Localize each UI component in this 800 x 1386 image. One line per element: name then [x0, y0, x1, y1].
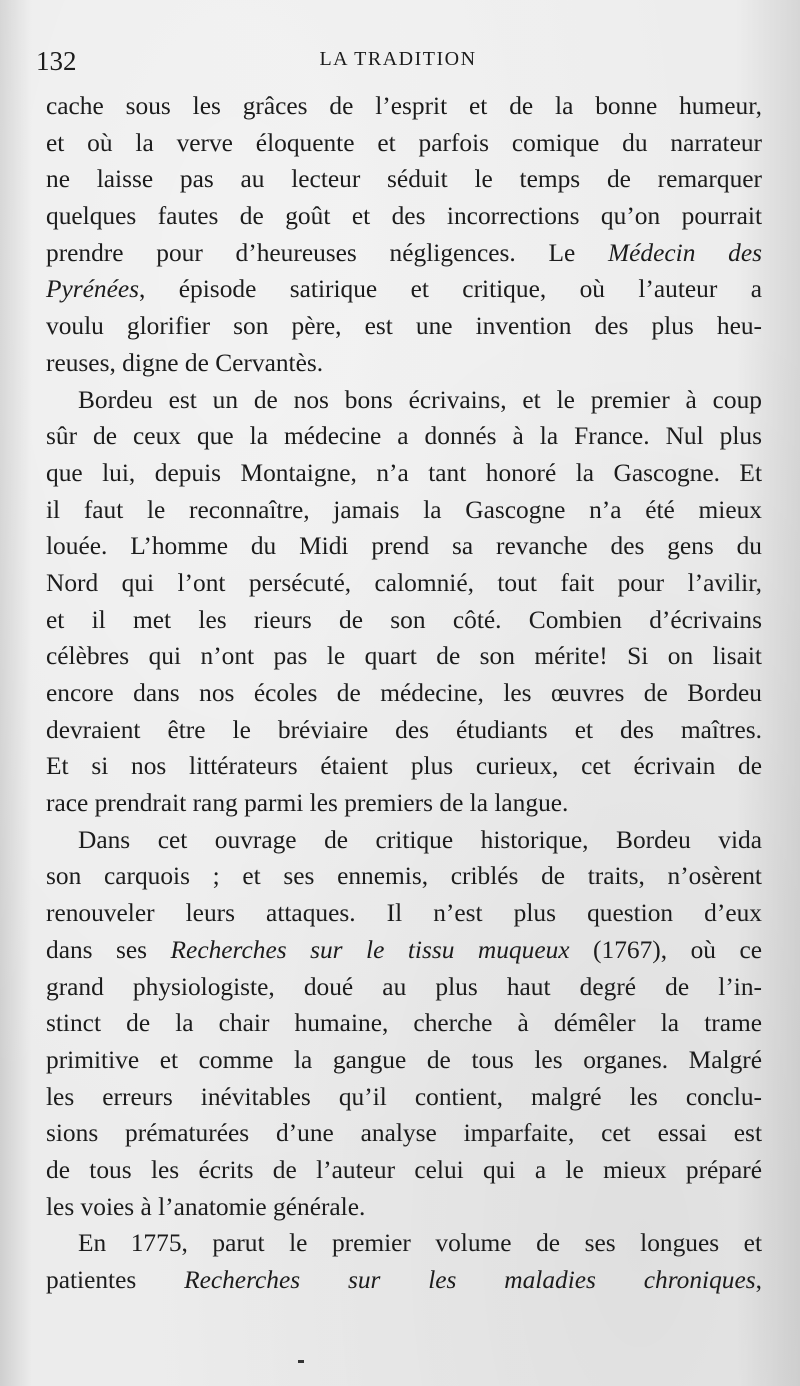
text-segment: grand physiologiste, doué au plus haut degré de l’in-: [46, 972, 762, 1001]
text-segment: encore dans nos écoles de médecine, les œuvres de Bordeu: [46, 679, 762, 707]
body-text: [46, 88, 762, 1299]
text-segment: que lui, depuis Montaigne, n’a tant honoré la Gascogne. Et: [46, 458, 762, 487]
text-segment: devraient être le bréviaire des étudiants et des maîtres.: [46, 715, 762, 744]
text-line: [46, 345, 762, 382]
text-line: [46, 932, 762, 969]
text-segment: et il met les rieurs de son côté. Combien d’écrivains: [46, 605, 762, 634]
text-line: [46, 858, 762, 895]
text-segment: En 1775, parut le premier volume de ses longues et: [78, 1229, 762, 1258]
text-segment: patientes: [46, 1266, 185, 1294]
italic-title-segment: Médecin des: [608, 238, 762, 267]
italic-title-segment: Pyrénées: [46, 275, 140, 304]
text-segment: race prendrait rang parmi les premiers de la langue.: [46, 789, 569, 818]
text-line: [46, 748, 762, 785]
text-line: [46, 1225, 762, 1262]
text-line: [46, 675, 762, 712]
text-line: [46, 1079, 762, 1116]
text-line: [46, 235, 762, 272]
text-segment: cache sous les grâces de l’esprit et de la bonne humeur,: [46, 92, 762, 120]
text-line: [46, 602, 762, 639]
text-segment: les erreurs inévitables qu’il contient, malgré les conclu-: [46, 1082, 762, 1111]
text-line: [46, 1042, 762, 1079]
italic-title-segment: Recherches sur les maladies chroniques: [184, 1266, 756, 1294]
page-number: 132: [36, 46, 77, 76]
text-segment: louée. L’homme du Midi prend sa revanche des gens du: [46, 532, 762, 561]
text-segment: célèbres qui n’ont pas le quart de son mérite! Si on lisait: [46, 642, 762, 671]
text-segment: Dans cet ouvrage de critique historique, Bordeu vida: [78, 825, 762, 854]
text-line: [46, 492, 762, 529]
text-segment: voulu glorifier son père, est une invention des plus heu-: [46, 312, 762, 341]
text-line: [46, 198, 762, 235]
text-line: [46, 1115, 762, 1152]
text-segment: les voies à l’anatomie générale.: [46, 1192, 366, 1221]
text-line: [46, 969, 762, 1006]
italic-title-segment: Recherches sur le tissu muqueux: [170, 935, 570, 964]
text-segment: dans ses: [46, 935, 171, 964]
text-line: [46, 125, 762, 162]
running-head: [36, 38, 760, 78]
text-segment: de tous les écrits de l’auteur celui qui a le mieux préparé: [46, 1155, 762, 1184]
text-line: [46, 418, 762, 455]
text-line: [46, 1262, 762, 1299]
text-segment: Et si nos littérateurs étaient plus curieux, cet écrivain de: [46, 752, 762, 781]
text-segment: (1767), où ce: [569, 935, 762, 964]
text-line: [46, 161, 762, 198]
text-line: [46, 1189, 762, 1226]
text-segment: il faut le reconnaître, jamais la Gascogne n’a été mieux: [46, 495, 762, 524]
text-segment: primitive et comme la gangue de tous les organes. Malgré: [46, 1045, 762, 1074]
text-line: [46, 638, 762, 675]
text-line: [46, 895, 762, 932]
text-line: [46, 271, 762, 308]
print-mark: [298, 1360, 304, 1363]
text-line: [46, 785, 762, 822]
text-segment: Bordeu est un de nos bons écrivains, et le premier à coup: [78, 385, 762, 414]
text-line: [46, 88, 762, 125]
text-segment: quelques fautes de goût et des incorrections qu’on pourrait: [46, 202, 762, 231]
text-segment: son carquois ; et ses ennemis, criblés de traits, n’osèrent: [46, 862, 762, 891]
text-line: [46, 1005, 762, 1042]
text-line: [46, 455, 762, 492]
text-segment: et où la verve éloquente et parfois comique du narrateur: [46, 128, 762, 157]
text-segment: reuses, digne de Cervantès.: [46, 348, 324, 377]
text-segment: stinct de la chair humaine, cherche à démêler la trame: [46, 1009, 762, 1038]
text-line: [46, 1152, 762, 1189]
text-segment: Nord qui l’ont persécuté, calomnié, tout fait pour l’avilir,: [46, 568, 762, 597]
text-segment: renouveler leurs attaques. Il n’est plus question d’eux: [46, 899, 762, 928]
text-line: [46, 822, 762, 859]
text-line: [46, 308, 762, 345]
text-segment: ,: [755, 1266, 762, 1294]
text-line: [46, 565, 762, 602]
text-segment: , épisode satirique et critique, où l’auteur a: [139, 275, 762, 304]
text-line: [46, 382, 762, 419]
text-segment: prendre pour d’heureuses négligences. Le: [46, 238, 608, 267]
text-segment: sions prématurées d’une analyse imparfaite, cet essai est: [46, 1119, 762, 1148]
running-title: LA TRADITION: [319, 48, 477, 70]
text-segment: sûr de ceux que la médecine a donnés à la France. Nul plus: [46, 422, 762, 451]
text-segment: ne laisse pas au lecteur séduit le temps de remarquer: [46, 165, 762, 194]
text-line: [46, 712, 762, 749]
text-line: [46, 528, 762, 565]
